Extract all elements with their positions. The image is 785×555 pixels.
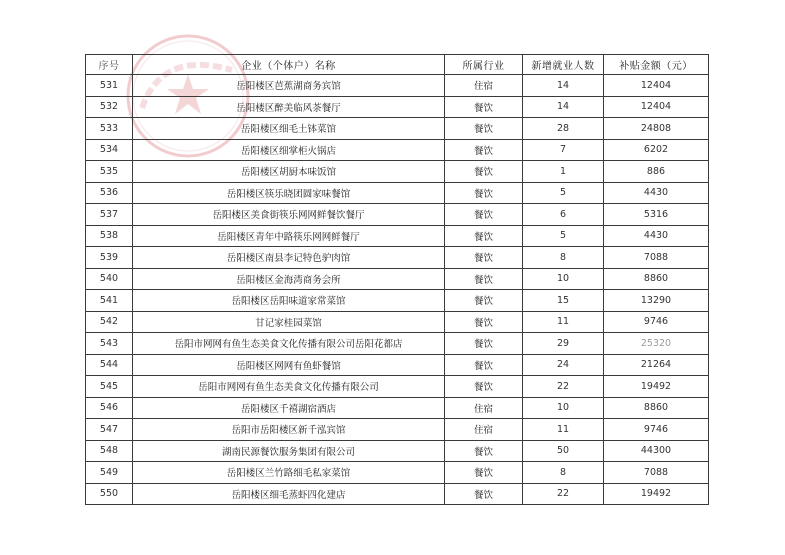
industry: 住宿: [445, 75, 523, 97]
serial-number: 543: [86, 333, 133, 355]
industry: 餐饮: [445, 440, 523, 462]
company-name: 岳阳楼区细毛蒸虾四化建店: [133, 483, 445, 505]
table-header-row: [86, 55, 709, 75]
table-row: [86, 290, 709, 312]
table-row: [86, 268, 709, 290]
serial-number: 531: [86, 75, 133, 97]
subsidy-amount: 5316: [604, 204, 709, 226]
header-company-name: 企业（个体户）名称: [133, 55, 445, 75]
new-employees: 15: [523, 290, 604, 312]
company-name: 岳阳楼区胡厨本味饭馆: [133, 161, 445, 183]
serial-number: 539: [86, 247, 133, 269]
industry: 餐饮: [445, 462, 523, 484]
serial-number: 540: [86, 268, 133, 290]
new-employees: 8: [523, 247, 604, 269]
header-industry: 所属行业: [445, 55, 523, 75]
table-row: [86, 354, 709, 376]
subsidy-amount: 7088: [604, 247, 709, 269]
serial-number: 542: [86, 311, 133, 333]
company-name: 岳阳楼区醉美临风茶餐厅: [133, 96, 445, 118]
table-row: [86, 311, 709, 333]
company-name: 岳阳楼区兰竹路细毛私家菜馆: [133, 462, 445, 484]
industry: 餐饮: [445, 483, 523, 505]
table-row: [86, 225, 709, 247]
new-employees: 5: [523, 225, 604, 247]
industry: 餐饮: [445, 290, 523, 312]
table-row: [86, 96, 709, 118]
company-name: 岳阳楼区南县李记特色驴肉馆: [133, 247, 445, 269]
company-name: 岳阳楼区细掌柜火锅店: [133, 139, 445, 161]
serial-number: 538: [86, 225, 133, 247]
company-name: 岳阳楼区芭蕉湖商务宾馆: [133, 75, 445, 97]
table-row: [86, 139, 709, 161]
subsidy-amount: 4430: [604, 225, 709, 247]
table-row: [86, 118, 709, 140]
new-employees: 5: [523, 182, 604, 204]
subsidy-amount: 886: [604, 161, 709, 183]
industry: 住宿: [445, 397, 523, 419]
subsidy-amount: 21264: [604, 354, 709, 376]
industry: 餐饮: [445, 182, 523, 204]
subsidy-amount: 19492: [604, 376, 709, 398]
subsidy-amount: 6202: [604, 139, 709, 161]
industry: 住宿: [445, 419, 523, 441]
industry: 餐饮: [445, 354, 523, 376]
new-employees: 8: [523, 462, 604, 484]
industry: 餐饮: [445, 311, 523, 333]
new-employees: 6: [523, 204, 604, 226]
new-employees: 10: [523, 268, 604, 290]
new-employees: 22: [523, 376, 604, 398]
subsidy-amount: 4430: [604, 182, 709, 204]
company-name: 岳阳楼区青年中路筷乐网网鲜餐厅: [133, 225, 445, 247]
subsidy-amount: 19492: [604, 483, 709, 505]
serial-number: 546: [86, 397, 133, 419]
new-employees: 22: [523, 483, 604, 505]
new-employees: 10: [523, 397, 604, 419]
subsidy-amount: 9746: [604, 311, 709, 333]
new-employees: 29: [523, 333, 604, 355]
header-new-employees: 新增就业人数: [523, 55, 604, 75]
company-name: 岳阳楼区岳阳味道家常菜馆: [133, 290, 445, 312]
serial-number: 533: [86, 118, 133, 140]
serial-number: 550: [86, 483, 133, 505]
subsidy-amount: 9746: [604, 419, 709, 441]
subsidy-amount: 44300: [604, 440, 709, 462]
company-name: 岳阳楼区网网有鱼虾餐馆: [133, 354, 445, 376]
new-employees: 7: [523, 139, 604, 161]
company-name: 岳阳楼区筷乐晓团圆家味餐馆: [133, 182, 445, 204]
company-name: 岳阳市网网有鱼生态美食文化传播有限公司: [133, 376, 445, 398]
company-name: 湖南民源餐饮服务集团有限公司: [133, 440, 445, 462]
new-employees: 14: [523, 75, 604, 97]
serial-number: 547: [86, 419, 133, 441]
serial-number: 535: [86, 161, 133, 183]
new-employees: 50: [523, 440, 604, 462]
new-employees: 14: [523, 96, 604, 118]
subsidy-amount: 8860: [604, 268, 709, 290]
new-employees: 11: [523, 419, 604, 441]
serial-number: 532: [86, 96, 133, 118]
company-name: 甘记家桂园菜馆: [133, 311, 445, 333]
new-employees: 24: [523, 354, 604, 376]
serial-number: 541: [86, 290, 133, 312]
table-row: [86, 462, 709, 484]
industry: 餐饮: [445, 268, 523, 290]
company-name: 岳阳楼区美食街筷乐网网鲜餐饮餐厅: [133, 204, 445, 226]
subsidy-amount: 25320: [604, 333, 709, 355]
subsidy-amount: 8860: [604, 397, 709, 419]
industry: 餐饮: [445, 204, 523, 226]
company-name: 岳阳市岳阳楼区新千泓宾馆: [133, 419, 445, 441]
table-row: [86, 440, 709, 462]
serial-number: 534: [86, 139, 133, 161]
industry: 餐饮: [445, 118, 523, 140]
header-serial-number: 序号: [86, 55, 133, 75]
company-name: 岳阳楼区细毛土钵菜馆: [133, 118, 445, 140]
industry: 餐饮: [445, 139, 523, 161]
new-employees: 28: [523, 118, 604, 140]
serial-number: 549: [86, 462, 133, 484]
serial-number: 545: [86, 376, 133, 398]
subsidy-amount: 7088: [604, 462, 709, 484]
header-subsidy-amount: 补贴金额（元）: [604, 55, 709, 75]
table-row: [86, 75, 709, 97]
table-row: [86, 182, 709, 204]
industry: 餐饮: [445, 247, 523, 269]
table-row: [86, 376, 709, 398]
company-name: 岳阳楼区千禧湖宿酒店: [133, 397, 445, 419]
new-employees: 11: [523, 311, 604, 333]
table-row: [86, 333, 709, 355]
table-row: [86, 397, 709, 419]
subsidy-amount: 24808: [604, 118, 709, 140]
industry: 餐饮: [445, 96, 523, 118]
serial-number: 548: [86, 440, 133, 462]
table-row: [86, 204, 709, 226]
industry: 餐饮: [445, 333, 523, 355]
serial-number: 536: [86, 182, 133, 204]
industry: 餐饮: [445, 376, 523, 398]
table-row: [86, 247, 709, 269]
subsidy-amount: 13290: [604, 290, 709, 312]
company-name: 岳阳楼区金海湾商务会所: [133, 268, 445, 290]
new-employees: 1: [523, 161, 604, 183]
industry: 餐饮: [445, 161, 523, 183]
serial-number: 537: [86, 204, 133, 226]
table-row: [86, 419, 709, 441]
subsidy-amount: 12404: [604, 96, 709, 118]
subsidy-table: [85, 54, 709, 505]
serial-number: 544: [86, 354, 133, 376]
table-row: [86, 161, 709, 183]
subsidy-amount: 12404: [604, 75, 709, 97]
company-name: 岳阳市网网有鱼生态美食文化传播有限公司岳阳花都店: [133, 333, 445, 355]
industry: 餐饮: [445, 225, 523, 247]
table-row: [86, 483, 709, 505]
